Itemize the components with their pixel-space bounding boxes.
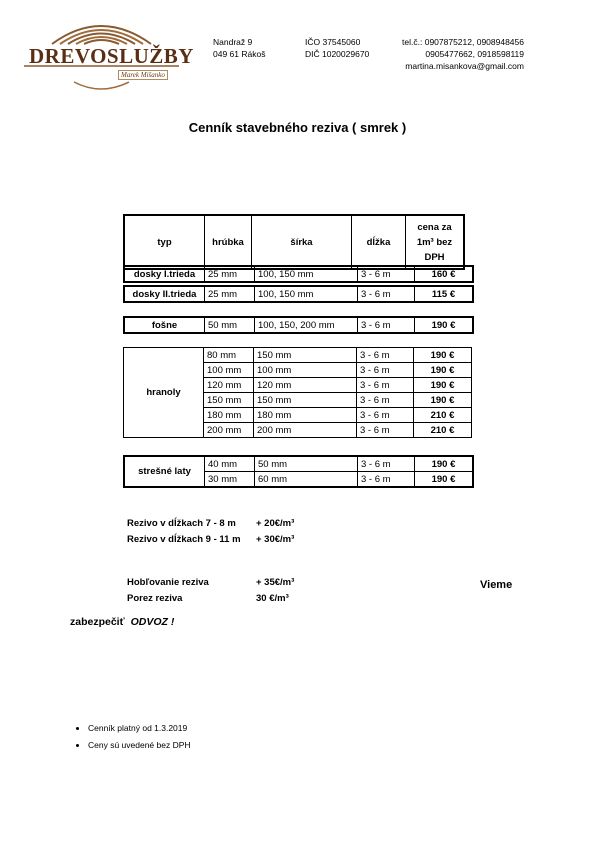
- hrubka-cell: 100 mm: [204, 363, 254, 378]
- col-sirka: šírka: [252, 215, 352, 269]
- cena-cell: 190 €: [414, 393, 472, 408]
- dic: DIČ 1020029670: [305, 49, 370, 59]
- cena-cell: 190 €: [414, 363, 472, 378]
- group-hranoly: [123, 347, 472, 438]
- surcharge-label: Rezivo v dĺžkach 7 - 8 m: [127, 518, 236, 529]
- dlzka-cell: 3 - 6 m: [357, 378, 414, 393]
- sirka-cell: 50 mm: [255, 456, 358, 472]
- col-cena: [406, 215, 465, 269]
- ico: IČO 37545060: [305, 37, 361, 47]
- hrubka-cell: 40 mm: [205, 456, 255, 472]
- row-dosky-i: [123, 265, 474, 283]
- service-value: + 35€/m³: [256, 577, 295, 588]
- dlzka-cell: 3 - 6 m: [358, 456, 415, 472]
- address-street: Nandraž 9: [213, 37, 253, 47]
- service-label: Porez reziva: [127, 593, 183, 604]
- group-stresne-laty: [123, 455, 474, 488]
- surcharge-label: Rezivo v dĺžkach 9 - 11 m: [127, 534, 241, 545]
- col-hrubka: hrúbka: [205, 215, 252, 269]
- sirka-cell: 100 mm: [254, 363, 357, 378]
- dlzka-cell: 3 - 6 m: [357, 408, 414, 423]
- address-block: [213, 36, 265, 60]
- ids-block: [305, 36, 369, 60]
- notes-list: [70, 720, 191, 754]
- address-city: 049 61 Rákoš: [213, 49, 266, 59]
- cena-cell: 190 €: [414, 348, 472, 363]
- cena-cell: 160 €: [415, 266, 474, 282]
- sirka-cell: 150 mm: [254, 348, 357, 363]
- cena-cell: 115 €: [415, 286, 474, 302]
- sirka-cell: 120 mm: [254, 378, 357, 393]
- dlzka-cell: 3 - 6 m: [358, 286, 415, 302]
- list-item: • Ceny sú uvedené bez DPH: [88, 737, 191, 754]
- cena-cell: 190 €: [415, 456, 474, 472]
- col-cena-line-2: 1m³ bez: [416, 236, 453, 248]
- logo-name: DREVOSLUŽBY: [29, 44, 194, 68]
- sirka-cell: 200 mm: [254, 423, 357, 438]
- hrubka-cell: 180 mm: [204, 408, 254, 423]
- sirka-cell: 180 mm: [254, 408, 357, 423]
- hrubka-cell: 150 mm: [204, 393, 254, 408]
- row-dosky-ii: [123, 285, 474, 303]
- vieme-text: Vieme: [480, 579, 513, 591]
- surcharge-value: + 30€/m³: [256, 534, 295, 545]
- dlzka-cell: 3 - 6 m: [357, 348, 414, 363]
- list-item: • Cenník platný od 1.3.2019: [88, 720, 191, 737]
- cena-cell: 190 €: [414, 378, 472, 393]
- page-title: Cenník stavebného reziva ( smrek ): [188, 120, 407, 135]
- col-cena-line-3: DPH: [424, 251, 445, 263]
- hrubka-cell: 50 mm: [205, 317, 255, 333]
- email: martina.misankova@gmail.com: [405, 61, 524, 71]
- typ-cell: fošne: [124, 317, 205, 333]
- zabezpecit-text: zabezpečiť: [70, 616, 125, 628]
- service-label: Hobľovanie reziva: [127, 577, 209, 588]
- phones-line-2: 0905477662, 0918598119: [425, 49, 524, 59]
- dlzka-cell: 3 - 6 m: [358, 472, 415, 488]
- typ-cell: strešné laty: [124, 456, 205, 487]
- dlzka-cell: 3 - 6 m: [357, 423, 414, 438]
- typ-cell: hranoly: [124, 348, 204, 438]
- sirka-cell: 100, 150, 200 mm: [255, 317, 358, 333]
- col-dlzka: dĺžka: [352, 215, 406, 269]
- contact-block: [402, 36, 524, 72]
- logo-subtitle: Marek Mišanko: [118, 70, 168, 80]
- dlzka-cell: 3 - 6 m: [358, 266, 415, 282]
- hrubka-cell: 30 mm: [205, 472, 255, 488]
- hrubka-cell: 25 mm: [205, 266, 255, 282]
- dlzka-cell: 3 - 6 m: [358, 317, 415, 333]
- hrubka-cell: 25 mm: [205, 286, 255, 302]
- service-value: 30 €/m³: [256, 593, 289, 604]
- hrubka-cell: 200 mm: [204, 423, 254, 438]
- col-cena-line-1: cena za: [417, 221, 452, 233]
- phones-line-1: tel.č.: 0907875212, 0908948456: [402, 37, 524, 47]
- price-table-header: [123, 214, 465, 270]
- cena-cell: 210 €: [414, 423, 472, 438]
- cena-cell: 190 €: [415, 472, 474, 488]
- typ-cell: dosky II.trieda: [124, 286, 205, 302]
- hrubka-cell: 120 mm: [204, 378, 254, 393]
- cena-cell: 190 €: [415, 317, 474, 333]
- sirka-cell: 150 mm: [254, 393, 357, 408]
- sirka-cell: 60 mm: [255, 472, 358, 488]
- dlzka-cell: 3 - 6 m: [357, 393, 414, 408]
- sirka-cell: 100, 150 mm: [255, 286, 358, 302]
- col-typ: typ: [124, 215, 205, 269]
- surcharge-value: + 20€/m³: [256, 518, 295, 529]
- typ-cell: dosky I.trieda: [124, 266, 205, 282]
- odvoz-text: ODVOZ !: [130, 616, 175, 628]
- sirka-cell: 100, 150 mm: [255, 266, 358, 282]
- hrubka-cell: 80 mm: [204, 348, 254, 363]
- row-fosne: [123, 316, 474, 334]
- zabezpecit-odvoz: [70, 616, 174, 628]
- company-logo: [14, 14, 194, 106]
- dlzka-cell: 3 - 6 m: [357, 363, 414, 378]
- cena-cell: 210 €: [414, 408, 472, 423]
